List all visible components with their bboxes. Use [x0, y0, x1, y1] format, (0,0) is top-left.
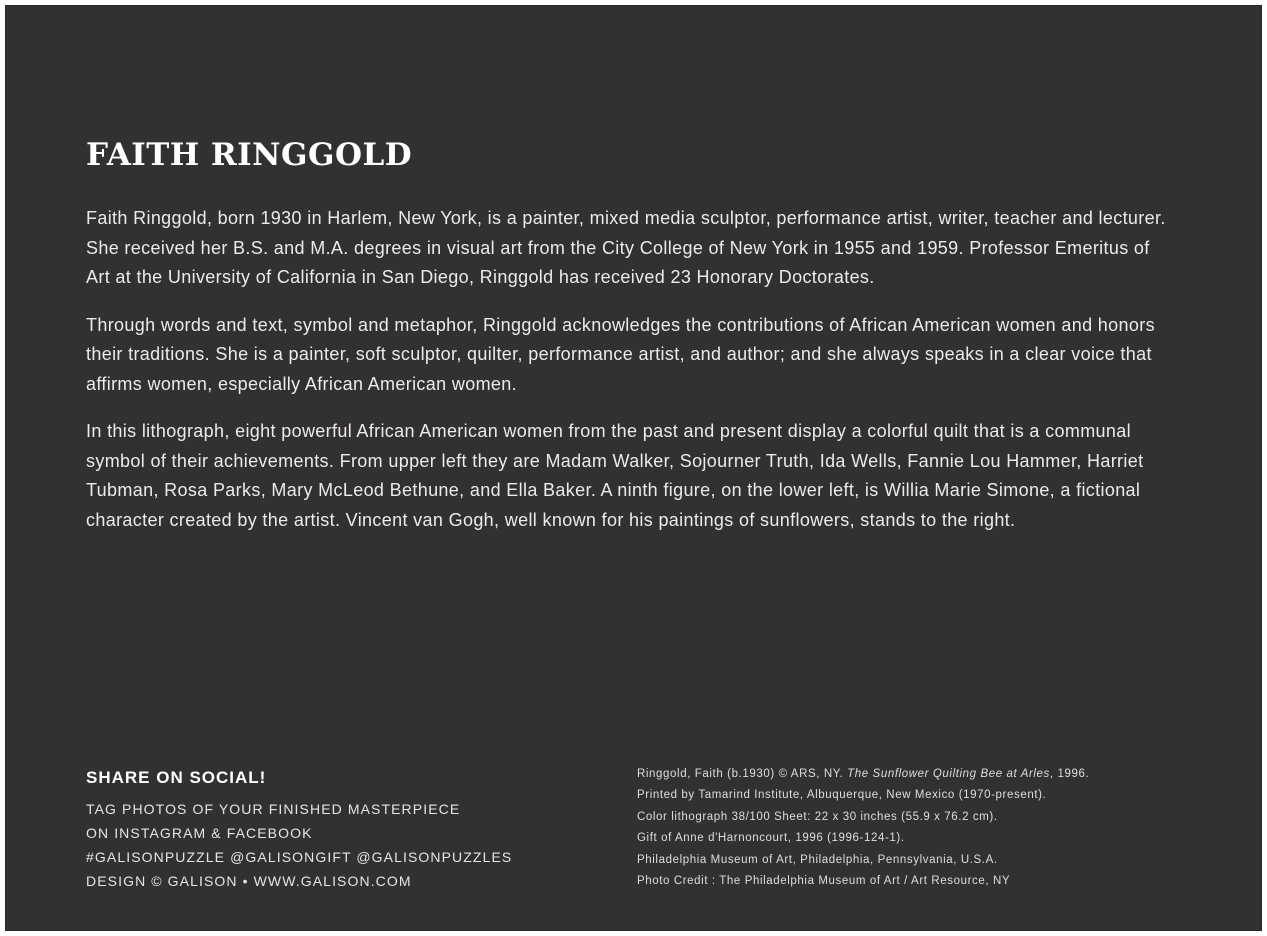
credit-photo-line: Photo Credit : The Philadelphia Museum of Art / Art Resource, NY [637, 875, 1011, 888]
social-section [86, 765, 606, 893]
bio-paragraph-1: Faith Ringgold, born 1930 in Harlem, New York, is a painter, mixed media sculptor, performance artist, writer, teacher and lecturer. She received her B.S. and M.A. degrees in visual art from the City College of New York in 1955 and 1959. Professor Emeritus of Art at the University of California in San Diego, Ringgold has received 23 Honorary Doctorates. [86, 208, 1166, 287]
credit-medium-line: Color lithograph 38/100 Sheet: 22 x 30 inches (55.9 x 76.2 cm). [637, 810, 998, 823]
credit-museum-line: Philadelphia Museum of Art, Philadelphia, Pennsylvania, U.S.A. [637, 853, 998, 866]
artwork-title: The Sunflower Quilting Bee at Arles [847, 768, 1050, 780]
bio-paragraph-2: Through words and text, symbol and metaphor, Ringgold acknowledges the contributions of African American women and honors their traditions. She is a painter, soft sculptor, quilter, performance artist, and author; and she always speaks in a clear voice that affirms women, especially African American women. [86, 314, 1155, 394]
credit-artist: Ringgold, Faith (b.1930) © ARS, NY. [637, 768, 848, 780]
social-platforms-line: ON INSTAGRAM & FACEBOOK [86, 825, 313, 841]
artwork-credits [637, 764, 1197, 892]
social-tag-line: TAG PHOTOS OF YOUR FINISHED MASTERPIECE [86, 801, 461, 817]
credit-year: , 1996. [1049, 768, 1090, 780]
bio-paragraph-3: In this lithograph, eight powerful African American women from the past and present display a colorful quilt that is a communal symbol of their achievements. From upper left they are Madam Walker, Sojourner Truth, Ida Wells, Fannie Lou Hammer, Harriet Tubman, Rosa Parks, Mary McLeod Bethune, and Ella Baker. A ninth figure, on the lower left, is Willia Marie Simone, a fictional character created by the artist. Vincent van Gogh, well known for his paintings of sunflowers, stands to the right. [86, 421, 1144, 530]
credit-printer-line: Printed by Tamarind Institute, Albuquerque, New Mexico (1970-present). [637, 789, 1047, 802]
artist-bio [86, 204, 1176, 553]
social-hashtags-line: #GALISONPUZZLE @GALISONGIFT @GALISONPUZZLES [86, 849, 513, 865]
credit-gift-line: Gift of Anne d'Harnoncourt, 1996 (1996-124-1). [637, 832, 905, 845]
artist-title: FAITH RINGGOLD [86, 137, 413, 173]
design-credit-line: DESIGN © GALISON • WWW.GALISON.COM [86, 873, 412, 889]
puzzle-info-card [5, 5, 1262, 931]
credit-artwork-line [637, 764, 1197, 785]
share-heading: SHARE ON SOCIAL! [86, 768, 267, 787]
